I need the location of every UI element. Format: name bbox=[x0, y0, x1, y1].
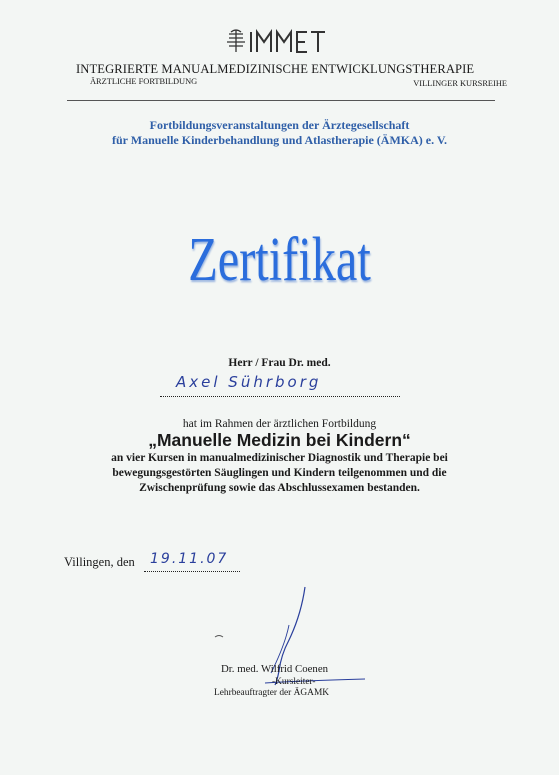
certificate-title: Zertifikat bbox=[188, 226, 371, 294]
body-line-3: Zwischenprüfung sowie das Abschlussexamen bestanden. bbox=[139, 482, 420, 494]
immet-logo-icon bbox=[225, 28, 335, 56]
handwritten-date: 19.11.07 bbox=[150, 551, 229, 567]
date-dotted-line bbox=[144, 571, 240, 572]
name-dotted-line bbox=[160, 396, 400, 397]
body-line-2: bewegungsgestörten Säuglingen und Kindern teilgenommen und die bbox=[112, 467, 447, 479]
recipient-name: Axel Sührborg bbox=[176, 373, 322, 391]
society-line-1: Fortbildungsveranstaltungen der Ärztegesellschaft bbox=[149, 118, 410, 132]
organization-subtitle-right: VILLINGER KURSREIHE bbox=[413, 79, 507, 88]
society-line-2: für Manuelle Kinderbehandlung und Atlastherapie (ÄMKA) e. V. bbox=[111, 133, 448, 147]
header-divider bbox=[67, 100, 495, 101]
recipient-name-field bbox=[160, 373, 400, 401]
signatory-name: Dr. med. Wilfrid Coenen bbox=[221, 663, 329, 675]
logo bbox=[0, 28, 559, 61]
organization-subtitle-left: ÄRZTLICHE FORTBILDUNG bbox=[90, 77, 198, 86]
signatory-role: -Kursleiter- bbox=[272, 677, 316, 687]
intro-text: hat im Rahmen der ärztlichen Fortbildung bbox=[182, 418, 377, 430]
organization-name: INTEGRIERTE MANUALMEDIZINISCHE ENTWICKLUNGSTHERAPIE bbox=[76, 62, 475, 76]
signatory-role-2: Lehrbeauftragter der ÄGAMK bbox=[214, 688, 330, 698]
course-title: „Manuelle Medizin bei Kindern“ bbox=[148, 430, 411, 450]
place-label: Villingen, den bbox=[64, 555, 135, 569]
salutation: Herr / Frau Dr. med. bbox=[228, 357, 331, 369]
body-line-1: an vier Kursen in manualmedizinischer Diagnostik und Therapie bei bbox=[111, 452, 448, 464]
